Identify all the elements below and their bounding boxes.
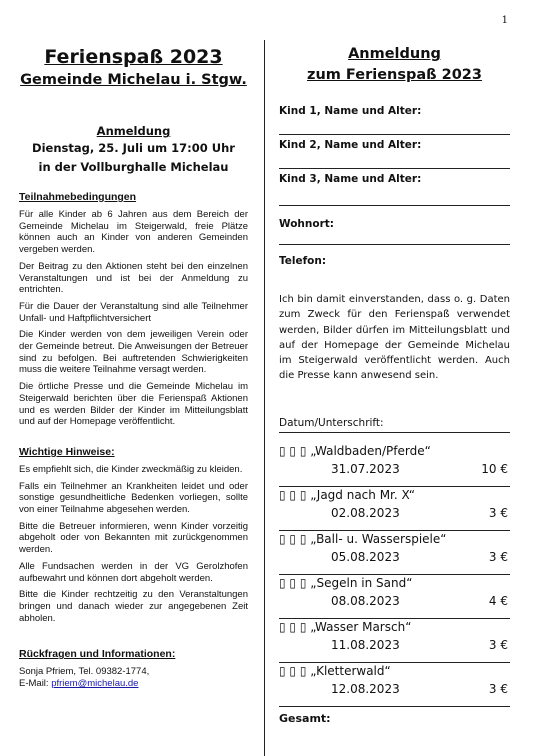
event-name: „Segeln in Sand“ bbox=[310, 575, 413, 590]
hints-heading: Wichtige Hinweise: bbox=[19, 445, 115, 458]
event-row[interactable] bbox=[279, 443, 510, 487]
event-row[interactable] bbox=[279, 575, 510, 619]
telefon-field[interactable] bbox=[279, 254, 510, 268]
event-date: 11.08.2023 bbox=[331, 637, 400, 652]
condition-paragraph: Die Kinder werden von dem jeweiligen Verein oder der Gemeinde betreut. Die Anweisungen der Betreuer sind zu befolgen. Bei auftretenden Schwierigkeiten muss die weitere Teilnahme versagt werden. bbox=[19, 329, 248, 376]
event-row[interactable] bbox=[279, 663, 510, 707]
form-title: Anmeldung bbox=[348, 46, 441, 62]
contact-heading: Rückfragen und Informationen: bbox=[19, 648, 176, 661]
child1-label: Kind 1, Name und Alter: bbox=[279, 105, 422, 117]
contact-email-line bbox=[19, 678, 248, 690]
event-name: „Ball- u. Wasserspiele“ bbox=[310, 531, 447, 546]
checkbox-icon[interactable]: ▯ ▯ ▯ bbox=[279, 575, 307, 590]
total-label: Gesamt: bbox=[279, 711, 331, 725]
child2-field[interactable] bbox=[279, 138, 510, 169]
hint-paragraph: Bitte die Betreuer informieren, wenn Kinder vorzeitig abgeholt oder von Bekannten mit zurückgenommen werden. bbox=[19, 520, 248, 556]
page-number: 1 bbox=[501, 15, 508, 26]
wohnort-label: Wohnort: bbox=[279, 218, 334, 230]
event-row[interactable] bbox=[279, 531, 510, 575]
child1-field[interactable] bbox=[279, 104, 510, 135]
event-price: 4 € bbox=[488, 593, 508, 608]
event-row[interactable] bbox=[279, 487, 510, 531]
right-column bbox=[279, 44, 510, 726]
contact-email-label: E-Mail: bbox=[19, 678, 52, 690]
condition-paragraph: Für alle Kinder ab 6 Jahren aus dem Bereich der Gemeinde Michelau im Steigerwald, freie Plätze können auch an Kinder von anderen Gemeinden vergeben werden. bbox=[19, 209, 248, 256]
flyer-subtitle: Gemeinde Michelau i. Stgw. bbox=[20, 72, 247, 88]
checkbox-icon[interactable]: ▯ ▯ ▯ bbox=[279, 531, 307, 546]
telefon-label: Telefon: bbox=[279, 255, 327, 267]
column-divider bbox=[264, 40, 265, 756]
condition-paragraph: Die örtliche Presse und die Gemeinde Michelau im Steigerwald berichten über die Ferienspaß Aktionen und es werden Bilder der Kinder im Mitteilungsblatt und auf der Homepage veröffentlicht. bbox=[19, 381, 248, 428]
signature-label: Datum/Unterschrift: bbox=[279, 416, 384, 429]
consent-text: Ich bin damit einverstanden, dass o. g. Daten zum Zweck für den Ferienspaß verwendet werden, Bilder dürfen im Mitteilungsblatt und auf der Homepage der Gemeinde Michelau im Steigerwald veröffentlicht werden. Auch die Presse kann anwesend sein. bbox=[279, 294, 510, 382]
event-row[interactable] bbox=[279, 619, 510, 663]
event-list bbox=[279, 443, 510, 707]
contact-name-phone: Sonja Pfriem, Tel. 09382-1774, bbox=[19, 666, 150, 678]
form-subtitle: zum Ferienspaß 2023 bbox=[307, 67, 482, 83]
event-date: 08.08.2023 bbox=[331, 593, 400, 608]
checkbox-icon[interactable]: ▯ ▯ ▯ bbox=[279, 443, 307, 458]
event-price: 3 € bbox=[488, 637, 508, 652]
event-date: 02.08.2023 bbox=[331, 505, 400, 520]
event-price: 10 € bbox=[481, 461, 508, 476]
signature-field[interactable] bbox=[279, 416, 510, 433]
hint-paragraph: Es empfiehlt sich, die Kinder zweckmäßig zu kleiden. bbox=[19, 463, 243, 475]
child2-label: Kind 2, Name und Alter: bbox=[279, 139, 422, 151]
conditions-heading: Teilnahmebedingungen bbox=[19, 191, 137, 203]
hint-paragraph: Bitte die Kinder rechtzeitig zu den Veranstaltungen bringen und danach wieder zur angegebenen Zeit abholen. bbox=[19, 589, 248, 624]
child3-field[interactable] bbox=[279, 172, 510, 206]
total-field[interactable] bbox=[279, 712, 510, 726]
condition-paragraph: Für die Dauer der Veranstaltung sind alle Teilnehmer Unfall- und Haftpflichtversichert bbox=[19, 300, 248, 324]
event-name: „Jagd nach Mr. X“ bbox=[310, 487, 416, 502]
contact-email-link[interactable]: pfriem@michelau.de bbox=[51, 678, 139, 690]
checkbox-icon[interactable]: ▯ ▯ ▯ bbox=[279, 663, 307, 678]
registration-heading: Anmeldung bbox=[96, 124, 171, 138]
checkbox-icon[interactable]: ▯ ▯ ▯ bbox=[279, 619, 307, 634]
event-name: „Kletterwald“ bbox=[310, 663, 391, 678]
hint-paragraph: Falls ein Teilnehmer an Krankheiten leidet und oder sonstige gesundheitliche Bedenken vorliegen, sollte von einer Teilnahme abgesehen werden. bbox=[19, 480, 248, 516]
event-price: 3 € bbox=[488, 505, 508, 520]
registration-location: in der Vollburghalle Michelau bbox=[38, 160, 229, 174]
checkbox-icon[interactable]: ▯ ▯ ▯ bbox=[279, 487, 307, 502]
event-name: „Wasser Marsch“ bbox=[310, 619, 412, 634]
condition-paragraph: Der Beitrag zu den Aktionen steht bei den einzelnen Veranstaltungen und ist bei der Anmeldung zu entrichten. bbox=[19, 260, 248, 296]
event-date: 31.07.2023 bbox=[331, 461, 400, 476]
event-date: 12.08.2023 bbox=[331, 681, 400, 696]
hint-paragraph: Alle Fundsachen werden in der VG Gerolzhofen aufbewahrt und können dort abgeholt werden. bbox=[19, 560, 248, 584]
left-column bbox=[19, 44, 248, 690]
event-price: 3 € bbox=[488, 549, 508, 564]
event-date: 05.08.2023 bbox=[331, 549, 400, 564]
wohnort-field[interactable] bbox=[279, 217, 510, 245]
event-name: „Waldbaden/Pferde“ bbox=[310, 443, 431, 458]
child3-label: Kind 3, Name und Alter: bbox=[279, 173, 422, 185]
flyer-title: Ferienspaß 2023 bbox=[44, 46, 223, 68]
event-price: 3 € bbox=[488, 681, 508, 696]
registration-date: Dienstag, 25. Juli um 17:00 Uhr bbox=[32, 141, 235, 155]
